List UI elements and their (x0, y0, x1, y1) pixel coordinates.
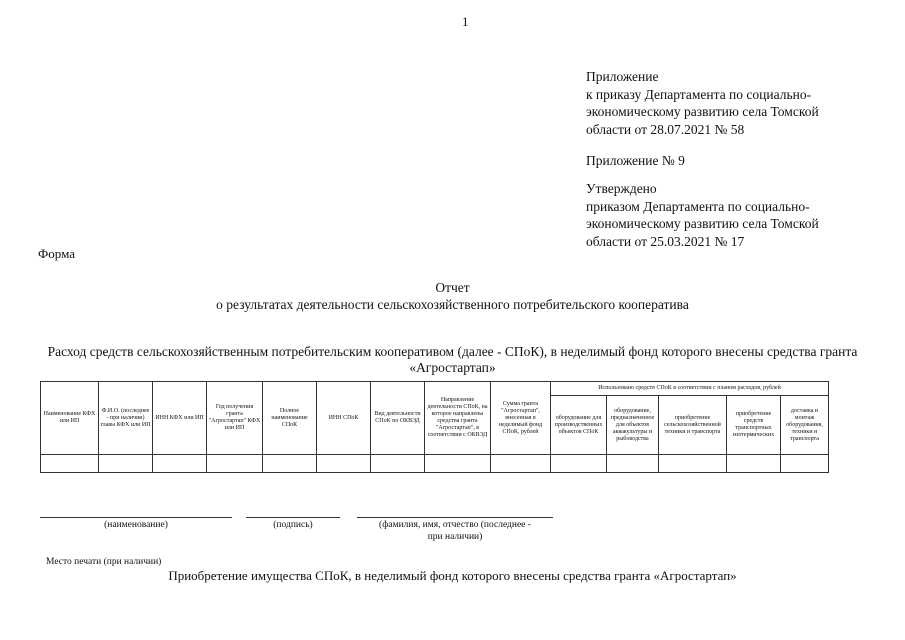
stamp-label: Место печати (при наличии) (46, 557, 162, 567)
form-label: Форма (38, 246, 75, 261)
col-header-spok-name: Полное наименование СПоК (263, 382, 317, 455)
col-group-header-used-funds: Использовано средств СПоК в соответствии с планом расходов, рублей (551, 382, 829, 396)
subcol-header-aquaculture-equipment: оборудование, предназначенное для объектов аквакультуры и рыбоводства (607, 396, 659, 455)
col-header-spok-inn: ИНН СПоК (317, 382, 371, 455)
col-header-kfh-name: Наименование КФХ или ИП (41, 382, 99, 455)
table-cell[interactable] (371, 455, 425, 473)
section-property-title: Приобретение имущества СПоК, в неделимый фонд которого внесены средства гранта «Агростартап» (168, 568, 737, 583)
table-cell[interactable] (607, 455, 659, 473)
table-cell[interactable] (551, 455, 607, 473)
table-cell[interactable] (491, 455, 551, 473)
table-cell[interactable] (153, 455, 207, 473)
table-cell[interactable] (317, 455, 371, 473)
col-header-activity-okved: Вид деятельности СПоК по ОКВЭД (371, 382, 425, 455)
table-row (41, 455, 829, 473)
signature-line-fio: (фамилия, имя, отчество (последнее - при наличии) (357, 517, 553, 543)
appendix-number: Приложение № 9 (586, 153, 685, 168)
approval-block: Утверждено приказом Департамента по социально- экономическому развитию села Томской области от 25.03.2021 № 17 (586, 181, 819, 249)
table-cell[interactable] (263, 455, 317, 473)
table-cell[interactable] (425, 455, 491, 473)
table-cell[interactable] (781, 455, 829, 473)
section-expenses-title: Расход средств сельскохозяйственным потребительским кооперативом (далее - СПоК), в неделимый фонд которого внесены средства гранта «Агростартап» (47, 344, 858, 375)
col-header-grant-amount: Сумма гранта "Агростартап", внесенная в неделимый фонд СПоК, рублей (491, 382, 551, 455)
subcol-header-isothermal-transport: приобретение средств транспортных изотермических (727, 396, 781, 455)
appendix-order-reference: Приложение к приказу Департамента по социально- экономическому развитию села Томской области от 28.07.2021 № 58 (586, 69, 819, 137)
table-cell[interactable] (659, 455, 727, 473)
report-title: Отчет (435, 280, 470, 295)
page-number: 1 (462, 14, 469, 29)
col-header-head-fio: Ф.И.О. (последнее - при наличии) главы КФХ или ИП (99, 382, 153, 455)
subcol-header-delivery-installation: доставка и монтаж оборудования, техники и транспорта (781, 396, 829, 455)
col-header-grant-year: Год получения гранта "Агростартап" КФХ или ИП (207, 382, 263, 455)
table-cell[interactable] (727, 455, 781, 473)
col-header-kfh-inn: ИНН КФХ или ИП (153, 382, 207, 455)
subcol-header-agri-machinery: приобретение сельскохозяйственной техники и транспорта (659, 396, 727, 455)
signature-line-name: (наименование) (40, 517, 232, 531)
table-cell[interactable] (41, 455, 99, 473)
table-cell[interactable] (99, 455, 153, 473)
expenses-table (40, 381, 829, 473)
col-header-grant-direction: Направление деятельности СПоК, на которое направлены средства гранта "Агростартап", в соответствии с ОКВЭД (425, 382, 491, 455)
table-cell[interactable] (207, 455, 263, 473)
report-subtitle: о результатах деятельности сельскохозяйственного потребительского кооператива (216, 297, 689, 312)
signature-line-signature: (подпись) (246, 517, 340, 531)
subcol-header-production-equipment: оборудование для производственных объектов СПоК (551, 396, 607, 455)
